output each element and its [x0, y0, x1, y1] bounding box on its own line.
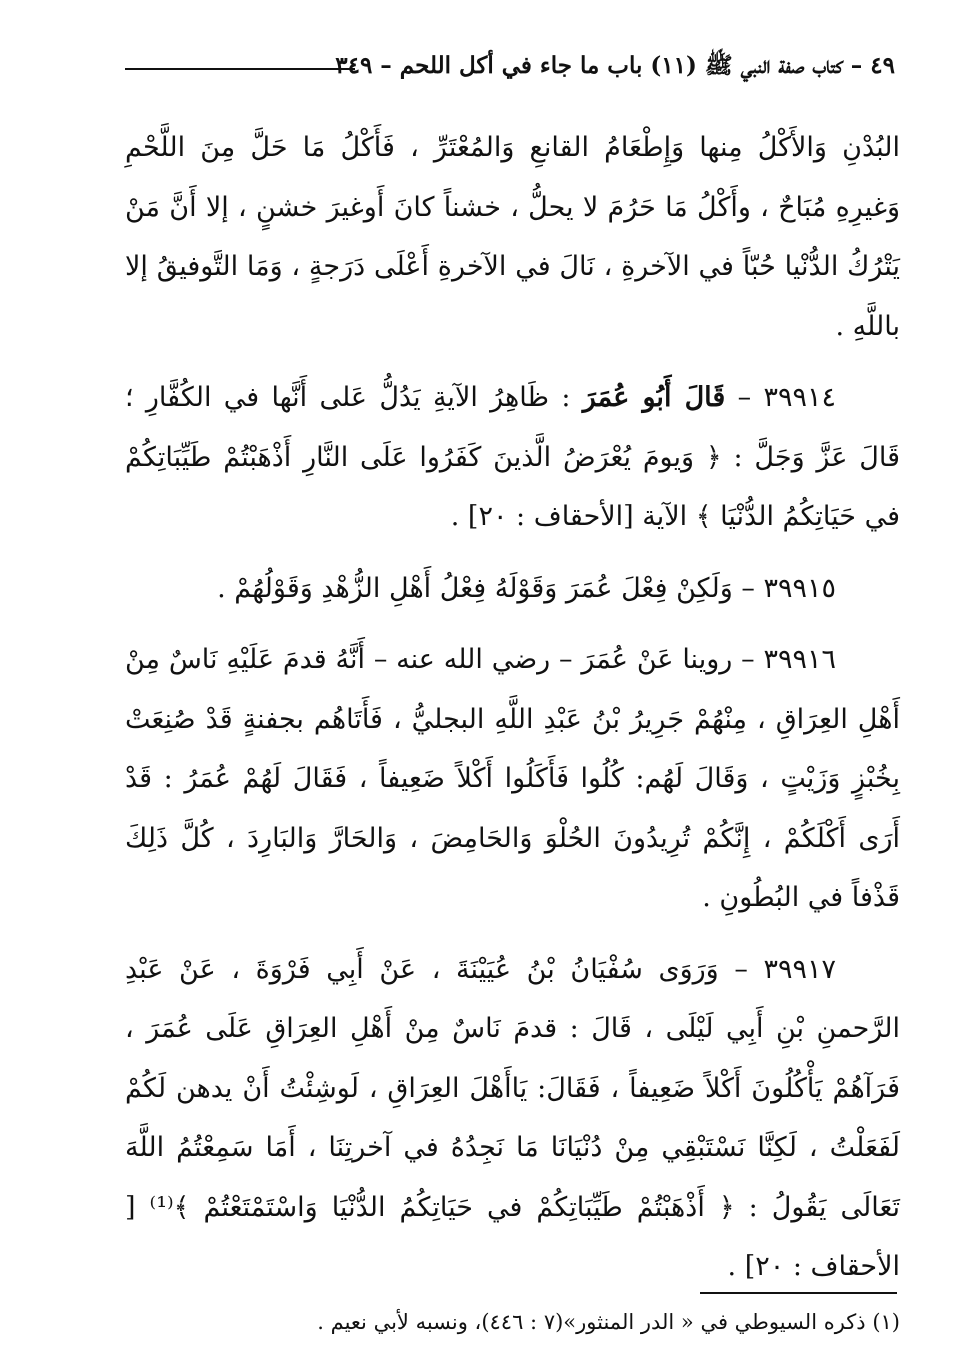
paragraph-39917: ٣٩٩١٧ – وَرَوَى سُفْيَانُ بْنُ عُيَيْنَةَ ، عَنْ أَبِي فَرْوَةَ ، عَنْ عَبْدِ الرَّحمنِ بْنِ أَبِي لَيْلَى ، قَالَ : قدمَ نَاسٌ مِنْ أَهْلِ العِرَاقِ عَلَى عُمَرَ ، فَرَآهُمْ يَأْكُلُونَ أَكْلاً ضَعِيفاً ، فَقَالَ: يَاأَهْلَ العِرَاقِ ، لَوشِئْتُ أَنْ يدهن لَكُمْ لَفَعَلْتُ ، لَكِنَّا نَسْتَبْقِي مِنْ دُنْيَانَا مَا نَجِدُهُ في آخرتِنَا ، أَمَا سَمِعْتُمُ اللَّهَ تَعَالَى يَقُولُ : ﴿ أَذْهَبْتُمْ طَيِّبَاتِكُمْ في حَيَاتِكُمُ الدُّنْيَا وَاسْتَمْتَعْتُمْ ﴾⁽¹⁾ [ الأحقاف : ٢٠] . — [125, 953, 901, 1282]
paragraph-number: ٣٩٩١٧ — [763, 953, 836, 985]
page-body — [125, 118, 900, 1309]
paragraph-text: وَرَوَى سُفْيَانُ بْنُ عُيَيْنَةَ ، عَنْ أَبِي فَرْوَةَ ، عَنْ عَبْدِ الرَّحمنِ بْنِ أَبِي لَيْلَى ، قَالَ : قدمَ نَاسٌ مِنْ أَهْلِ العِرَاقِ عَلَى عُمَرَ ، فَرَآهُمْ يَأْكُلُونَ أَكْلاً ضَعِيفاً ، فَقَالَ: يَاأَهْلَ العِرَاقِ ، لَوشِئْتُ أَنْ يدهن لَكُمْ لَفَعَلْتُ ، لَكِنَّا نَسْتَبْقِي مِنْ دُنْيَانَا مَا نَجِدُهُ في آخرتِنَا ، أَمَا سَمِعْتُمُ اللَّهَ تَعَالَى يَقُولُ : ﴿ أَذْهَبْتُمْ طَيِّبَاتِكُمْ في حَيَاتِكُمُ الدُّنْيَا وَاسْتَمْتَعْتُمْ ﴾⁽¹⁾ [ الأحقاف : ٢٠] . — [125, 953, 901, 1282]
paragraph-text: وَلَكِنْ فِعْلَ عُمَرَ وَقَوْلَهُ فِعْلُ أَهْلِ الزُّهْدِ وَقَوْلُهُمْ . — [217, 572, 733, 604]
paragraph-39916: ٣٩٩١٦ – روينا عَنْ عُمَرَ – رضي الله عنه – أَنَّهُ قدمَ عَلَيْهِ نَاسٌ مِنْ أَهْلِ العِرَاقِ ، مِنْهُمْ جَرِيرُ بْنُ عَبْدِ اللَّهِ البجليُّ ، فَأَتَاهُم بجفنةٍ قَدْ صُنِعَتْ بِخُبْزٍ وَزَيْتٍ ، وَقَالَ لَهُم: كُلُوا فَأَكَلُوا أَكْلاً ضَعِيفاً ، فَقَالَ لَهُمْ عُمَرُ : قَدْ أَرَى أَكْلَكُمْ ، إِنَّكُمْ تُرِيدُونَ الحُلْوَ وَالحَامِضَ ، وَالحَارَّ وَالبَارِدَ ، كُلَّ ذَلِكَ قَذْفاً في البُطُونِ . — [125, 644, 900, 913]
paragraph-text: روينا عَنْ عُمَرَ – رضي الله عنه – أَنَّهُ قدمَ عَلَيْهِ نَاسٌ مِنْ أَهْلِ العِرَاقِ ، مِنْهُمْ جَرِيرُ بْنُ عَبْدِ اللَّهِ البجليُّ ، فَأَتَاهُم بجفنةٍ قَدْ صُنِعَتْ بِخُبْزٍ وَزَيْتٍ ، وَقَالَ لَهُم: كُلُوا فَأَكَلُوا أَكْلاً ضَعِيفاً ، فَقَالَ لَهُمْ عُمَرُ : قَدْ أَرَى أَكْلَكُمْ ، إِنَّكُمْ تُرِيدُونَ الحُلْوَ وَالحَامِضَ ، وَالحَارَّ وَالبَارِدَ ، كُلَّ ذَلِكَ قَذْفاً في البُطُونِ . — [125, 644, 900, 913]
paragraph-text: البُدْنِ وَالأَكْلُ مِنها وَإِطْعَامُ القانعِ وَالمُعْتَرِّ ، فَأَكْلُ مَا حَلَّ مِنَ اللَّحْمِ وَغيرِهِ مُبَاحٌ ، وأَكْلُ مَا حَرُمَ لا يحلُّ ، خشناً كانَ أَوغيرَ خشنٍ ، إلا أَنَّ مَنْ يَتْرُكُ الدُّنْيا حُبّاً في الآخرةِ ، نَالَ في الآخرةِ أَعْلَى دَرَجةٍ ، وَمَا التَّوفيقُ إلا باللَّهِ . — [125, 132, 900, 342]
paragraph-text: : ظَاهِرُ الآيةِ يَدُلُّ عَلى أَنَّها في الكُفَّارِ ؛ قَالَ عَزَّ وَجَلَّ : ﴿ وَيومَ يُعْرَضُ الَّذينَ كَفَرُوا عَلَى النَّارِ أَذْهَبْتُمْ طَيِّبَاتِكُمْ في حَيَاتِكُمُ الدُّنْيَا ﴾ الآية [الأحقاف : ٢٠] . — [125, 382, 900, 532]
header-rule — [125, 68, 355, 70]
paragraph-lead: قَالَ أَبُو عُمَرَ — [582, 382, 726, 413]
paragraph-number: ٣٩٩١٥ — [763, 572, 836, 604]
paragraph-number: ٣٩٩١٤ — [763, 382, 836, 413]
paragraph-continuation — [125, 118, 900, 356]
running-header-text: ٤٩ – كتاب صفة النبي ﷺ (١١) باب ما جاء في أكل اللحم – ٣٤٩ — [335, 52, 895, 79]
footnote-rule — [700, 1292, 897, 1294]
paragraph-number: ٣٩٩١٦ — [763, 644, 836, 675]
footnote-text: (١) ذكره السيوطي في « الدر المنثور»(٧ : ٤٤٦)، ونسبه لأبي نعيم . — [317, 1310, 900, 1334]
footnote — [125, 1310, 900, 1334]
paragraph-39915: ٣٩٩١٥ – وَلَكِنْ فِعْلَ عُمَرَ وَقَوْلَهُ فِعْلُ أَهْلِ الزُّهْدِ وَقَوْلُهُمْ . — [217, 572, 836, 604]
running-header — [125, 48, 895, 88]
paragraph-39914: ٣٩٩١٤ – قَالَ أَبُو عُمَرَ : ظَاهِرُ الآيةِ يَدُلُّ عَلى أَنَّها في الكُفَّارِ ؛ قَالَ عَزَّ وَجَلَّ : ﴿ وَيومَ يُعْرَضُ الَّذينَ كَفَرُوا عَلَى النَّارِ أَذْهَبْتُمْ طَيِّبَاتِكُمْ في حَيَاتِكُمُ الدُّنْيَا ﴾ الآية [الأحقاف : ٢٠] . — [125, 382, 900, 532]
